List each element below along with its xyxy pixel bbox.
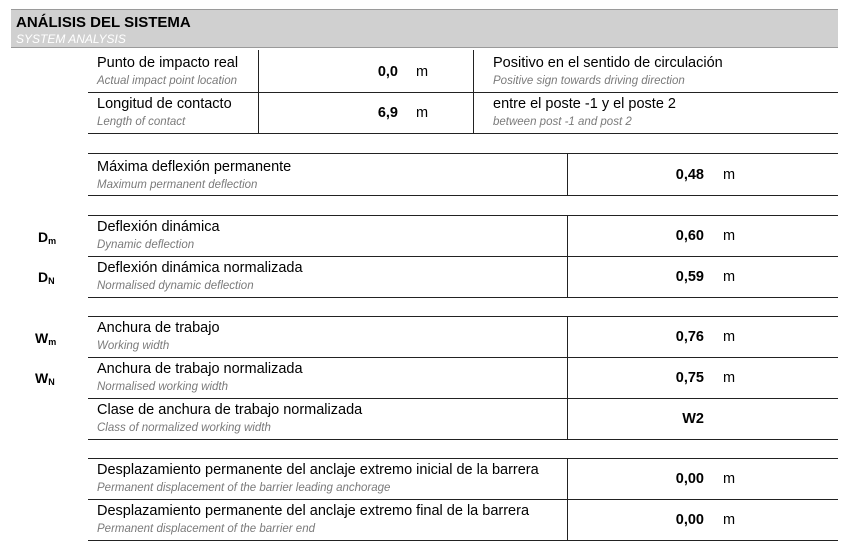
leading-anchorage-displacement-label: Desplazamiento permanente del anclaje extremo inicial de la barrera [97, 462, 539, 478]
normalised-dynamic-deflection-label-en: Normalised dynamic deflection [97, 280, 254, 292]
divider [567, 316, 568, 440]
dynamic-deflection-value: 0,60 [675, 228, 704, 244]
section-subtitle: SYSTEM ANALYSIS [16, 32, 126, 46]
impact-point-value: 0,0 [377, 64, 398, 80]
end-anchorage-displacement-unit: m [723, 512, 736, 528]
divider [88, 458, 838, 459]
impact-point-note: Positivo en el sentido de circulación [493, 55, 723, 71]
end-anchorage-displacement-label: Desplazamiento permanente del anclaje extremo final de la barrera [97, 503, 530, 519]
normalised-dynamic-deflection-value: 0,59 [675, 269, 704, 285]
working-width-label: Anchura de trabajo [97, 320, 220, 336]
divider [88, 540, 838, 541]
divider [258, 50, 259, 134]
working-width-class-label-en: Class of normalized working width [97, 422, 271, 434]
max-permanent-deflection-value: 0,48 [675, 167, 704, 183]
contact-length-note-en: between post -1 and post 2 [493, 116, 632, 128]
divider [567, 458, 568, 541]
dynamic-deflection-unit: m [723, 228, 736, 244]
wn-symbol: $W_N$ [35, 370, 55, 387]
working-width-label-en: Working width [97, 340, 170, 352]
contact-length-value: 6,9 [377, 105, 398, 121]
divider [88, 195, 838, 196]
max-permanent-deflection-label: Máxima deflexión permanente [97, 159, 292, 175]
divider [88, 398, 838, 399]
normalised-dynamic-deflection-label: Deflexión dinámica normalizada [97, 260, 303, 276]
working-width-unit: m [723, 329, 736, 345]
divider [88, 499, 838, 500]
max-permanent-deflection-unit: m [723, 167, 736, 183]
impact-point-label: Punto de impacto real [97, 55, 239, 71]
divider [567, 153, 568, 196]
impact-point-unit: m [416, 64, 429, 80]
working-width-class-value: W2 [682, 411, 704, 427]
normalised-working-width-value: 0,75 [675, 370, 704, 386]
divider [473, 50, 474, 134]
dynamic-deflection-label: Deflexión dinámica [97, 219, 220, 235]
end-anchorage-displacement-label-en: Permanent displacement of the barrier end [97, 523, 315, 535]
divider [88, 92, 838, 93]
divider [88, 357, 838, 358]
end-anchorage-displacement-value: 0,00 [675, 512, 704, 528]
leading-anchorage-displacement-unit: m [723, 471, 736, 487]
contact-length-note: entre el poste -1 y el poste 2 [493, 96, 676, 112]
divider [88, 133, 838, 134]
divider [88, 439, 838, 440]
dynamic-deflection-label-en: Dynamic deflection [97, 239, 195, 251]
divider [567, 215, 568, 298]
dn-symbol: $D_N$ [38, 269, 55, 286]
contact-length-unit: m [416, 105, 429, 121]
working-width-class-label: Clase de anchura de trabajo normalizada [97, 402, 363, 418]
divider [88, 316, 838, 317]
working-width-value: 0,76 [675, 329, 704, 345]
normalised-working-width-label: Anchura de trabajo normalizada [97, 361, 303, 377]
max-permanent-deflection-label-en: Maximum permanent deflection [97, 179, 258, 191]
normalised-working-width-unit: m [723, 370, 736, 386]
normalised-dynamic-deflection-unit: m [723, 269, 736, 285]
leading-anchorage-displacement-value: 0,00 [675, 471, 704, 487]
divider [88, 215, 838, 216]
contact-length-label: Longitud de contacto [97, 96, 232, 112]
section-title: ANÁLISIS DEL SISTEMA [16, 14, 191, 31]
contact-length-label-en: Length of contact [97, 116, 186, 128]
impact-point-note-en: Positive sign towards driving direction [493, 75, 685, 87]
dm-symbol: $D_m$ [38, 229, 57, 246]
section-header [11, 9, 838, 48]
normalised-working-width-label-en: Normalised working width [97, 381, 229, 393]
divider [88, 153, 838, 154]
leading-anchorage-displacement-label-en: Permanent displacement of the barrier leading anchorage [97, 482, 391, 494]
divider [88, 256, 838, 257]
divider [88, 297, 838, 298]
wm-symbol: $W_m$ [35, 330, 57, 347]
impact-point-label-en: Actual impact point location [97, 75, 237, 87]
